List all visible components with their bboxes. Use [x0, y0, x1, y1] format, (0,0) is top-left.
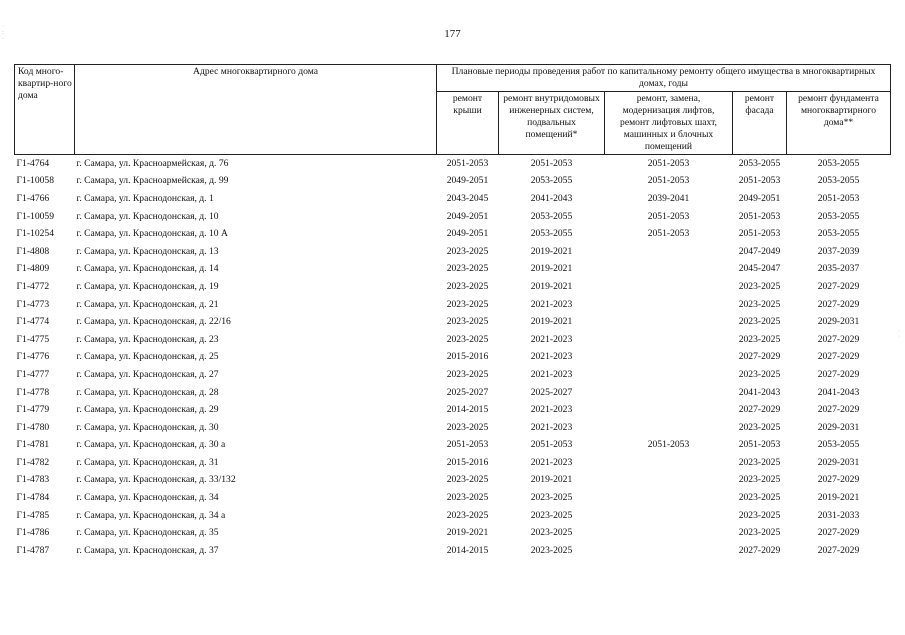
cell-engineering: 2051-2053: [530, 157, 573, 169]
header-address: Адрес многоквартирного дома: [75, 65, 437, 155]
cell-code: Г1-4766: [16, 192, 50, 204]
cell-elevators: [605, 261, 733, 279]
cell-foundation: 2053-2055: [817, 210, 860, 222]
table-row: [15, 524, 891, 542]
cell-roof: 2023-2025: [446, 280, 489, 292]
cell-roof: 2023-2025: [446, 245, 489, 257]
cell-engineering: 2019-2021: [530, 316, 573, 328]
cell-elevators: [605, 243, 733, 261]
cell-code: Г1-4787: [16, 544, 50, 556]
cell-facade: 2023-2025: [738, 492, 781, 504]
cell-engineering: 2019-2021: [530, 263, 573, 275]
page-number: 177: [444, 28, 461, 40]
cell-engineering: 2021-2023: [530, 421, 573, 433]
header-elevators: ремонт, замена, модернизация лифтов, ремонт лифтовых шахт, машинных и блочных помещений: [605, 92, 733, 155]
cell-roof: 2051-2053: [446, 439, 489, 451]
cell-foundation: 2053-2055: [817, 157, 860, 169]
cell-elevators: [605, 489, 733, 507]
table-row: [15, 225, 891, 243]
cell-address: г. Самара, ул. Красноармейская, д. 76: [76, 157, 229, 169]
cell-foundation: 2051-2053: [817, 192, 860, 204]
header-row-group: [15, 65, 891, 92]
cell-roof: 2049-2051: [446, 175, 489, 187]
cell-engineering: 2053-2055: [530, 228, 573, 240]
table-row: [15, 472, 891, 490]
cell-foundation: 2027-2029: [817, 368, 860, 380]
cell-facade: 2027-2029: [738, 404, 781, 416]
cell-engineering: 2021-2023: [530, 404, 573, 416]
cell-code: Г1-4778: [16, 386, 50, 398]
cell-facade: 2041-2043: [738, 386, 781, 398]
table-row: [15, 208, 891, 226]
header-periods-group: Плановые периоды проведения работ по капитальному ремонту общего имущества в многоквартирных домах, годы: [437, 65, 891, 92]
cell-engineering: 2019-2021: [530, 474, 573, 486]
table-row: [15, 349, 891, 367]
cell-address: г. Самара, ул. Краснодонская, д. 13: [76, 245, 219, 257]
cell-foundation: 2053-2055: [817, 439, 860, 451]
cell-facade: 2051-2053: [738, 439, 781, 451]
table-row: [15, 366, 891, 384]
cell-roof: 2023-2025: [446, 509, 489, 521]
table-row: [15, 190, 891, 208]
cell-foundation: 2027-2029: [817, 474, 860, 486]
cell-address: г. Самара, ул. Краснодонская, д. 37: [76, 544, 219, 556]
cell-address: г. Самара, ул. Краснодонская, д. 10 А: [76, 228, 228, 240]
cell-roof: 2025-2027: [446, 386, 489, 398]
cell-engineering: 2051-2053: [530, 439, 573, 451]
cell-engineering: 2023-2025: [530, 544, 573, 556]
table-row: [15, 243, 891, 261]
cell-code: Г1-4785: [16, 509, 50, 521]
cell-foundation: 2027-2029: [817, 351, 860, 363]
table-row: [15, 296, 891, 314]
scan-artifact-right: · ·: [898, 329, 900, 340]
cell-foundation: 2041-2043: [817, 386, 860, 398]
header-roof: ремонт крыши: [437, 92, 499, 155]
cell-engineering: 2025-2027: [530, 386, 573, 398]
cell-foundation: 2029-2031: [817, 456, 860, 468]
cell-elevators: [605, 366, 733, 384]
cell-facade: 2023-2025: [738, 316, 781, 328]
cell-foundation: 2053-2055: [817, 175, 860, 187]
table-row: [15, 401, 891, 419]
cell-foundation: 2027-2029: [817, 544, 860, 556]
table-row: [15, 331, 891, 349]
cell-foundation: 2037-2039: [817, 245, 860, 257]
cell-address: г. Самара, ул. Красноармейская, д. 99: [76, 175, 229, 187]
cell-address: г. Самара, ул. Краснодонская, д. 33/132: [76, 474, 236, 486]
cell-facade: 2023-2025: [738, 456, 781, 468]
cell-code: Г1-4780: [16, 421, 50, 433]
cell-elevators: 2039-2041: [647, 192, 690, 204]
cell-elevators: [605, 384, 733, 402]
cell-engineering: 2023-2025: [530, 509, 573, 521]
cell-elevators: 2051-2053: [647, 228, 690, 240]
cell-foundation: 2027-2029: [817, 333, 860, 345]
cell-foundation: 2027-2029: [817, 404, 860, 416]
cell-engineering: 2053-2055: [530, 175, 573, 187]
cell-engineering: 2021-2023: [530, 456, 573, 468]
cell-address: г. Самара, ул. Краснодонская, д. 14: [76, 263, 219, 275]
repair-schedule-table: [14, 64, 891, 560]
cell-address: г. Самара, ул. Краснодонская, д. 29: [76, 404, 219, 416]
cell-roof: 2014-2015: [446, 544, 489, 556]
cell-elevators: [605, 349, 733, 367]
cell-elevators: [605, 278, 733, 296]
table-row: [15, 489, 891, 507]
table-row: [15, 278, 891, 296]
cell-facade: 2051-2053: [738, 175, 781, 187]
cell-engineering: 2021-2023: [530, 368, 573, 380]
cell-roof: 2043-2045: [446, 192, 489, 204]
cell-code: Г1-4809: [16, 263, 50, 275]
cell-address: г. Самара, ул. Краснодонская, д. 21: [76, 298, 219, 310]
cell-roof: 2023-2025: [446, 368, 489, 380]
cell-facade: 2049-2051: [738, 192, 781, 204]
cell-foundation: 2019-2021: [817, 492, 860, 504]
cell-engineering: 2021-2023: [530, 298, 573, 310]
cell-code: Г1-4782: [16, 456, 50, 468]
cell-address: г. Самара, ул. Краснодонская, д. 27: [76, 368, 219, 380]
cell-address: г. Самара, ул. Краснодонская, д. 31: [76, 456, 219, 468]
cell-elevators: 2051-2053: [647, 157, 690, 169]
cell-facade: 2023-2025: [738, 527, 781, 539]
cell-foundation: 2029-2031: [817, 316, 860, 328]
header-foundation: ремонт фундамента многоквартирного дома**: [787, 92, 891, 155]
cell-facade: 2023-2025: [738, 509, 781, 521]
cell-engineering: 2021-2023: [530, 351, 573, 363]
cell-elevators: [605, 524, 733, 542]
cell-code: Г1-4779: [16, 404, 50, 416]
table-row: [15, 437, 891, 455]
table-row: [15, 313, 891, 331]
cell-elevators: [605, 401, 733, 419]
cell-code: Г1-4776: [16, 351, 50, 363]
table-row: [15, 173, 891, 191]
cell-roof: 2015-2016: [446, 351, 489, 363]
cell-code: Г1-4784: [16, 492, 50, 504]
cell-address: г. Самара, ул. Краснодонская, д. 30: [76, 421, 219, 433]
cell-foundation: 2027-2029: [817, 298, 860, 310]
cell-foundation: 2029-2031: [817, 421, 860, 433]
cell-elevators: 2051-2053: [647, 210, 690, 222]
cell-elevators: 2051-2053: [647, 175, 690, 187]
table-row: [15, 454, 891, 472]
cell-foundation: 2027-2029: [817, 280, 860, 292]
cell-facade: 2027-2029: [738, 351, 781, 363]
cell-code: Г1-4781: [16, 439, 50, 451]
table-row: [15, 542, 891, 560]
cell-engineering: 2019-2021: [530, 245, 573, 257]
cell-code: Г1-4773: [16, 298, 50, 310]
cell-address: г. Самара, ул. Краснодонская, д. 34 а: [76, 509, 226, 521]
cell-facade: 2023-2025: [738, 368, 781, 380]
cell-elevators: [605, 542, 733, 560]
table-row: [15, 261, 891, 279]
cell-address: г. Самара, ул. Краснодонская, д. 25: [76, 351, 219, 363]
cell-facade: 2045-2047: [738, 263, 781, 275]
cell-engineering: 2023-2025: [530, 527, 573, 539]
cell-elevators: [605, 507, 733, 525]
cell-roof: 2023-2025: [446, 298, 489, 310]
cell-roof: 2015-2016: [446, 456, 489, 468]
cell-facade: 2023-2025: [738, 474, 781, 486]
cell-roof: 2051-2053: [446, 157, 489, 169]
header-code: Код много-квартир-ного дома: [15, 65, 75, 155]
cell-facade: 2023-2025: [738, 298, 781, 310]
cell-facade: 2023-2025: [738, 280, 781, 292]
cell-code: Г1-4783: [16, 474, 50, 486]
cell-code: Г1-10059: [16, 210, 55, 222]
cell-facade: 2051-2053: [738, 228, 781, 240]
cell-facade: 2023-2025: [738, 421, 781, 433]
cell-code: Г1-4786: [16, 527, 50, 539]
cell-roof: 2023-2025: [446, 263, 489, 275]
cell-facade: 2051-2053: [738, 210, 781, 222]
cell-foundation: 2053-2055: [817, 228, 860, 240]
header-facade: ремонт фасада: [733, 92, 787, 155]
cell-roof: 2023-2025: [446, 421, 489, 433]
cell-address: г. Самара, ул. Краснодонская, д. 34: [76, 492, 219, 504]
cell-elevators: 2051-2053: [647, 439, 690, 451]
cell-roof: 2023-2025: [446, 474, 489, 486]
cell-engineering: 2053-2055: [530, 210, 573, 222]
cell-address: г. Самара, ул. Краснодонская, д. 22/16: [76, 316, 231, 328]
cell-foundation: 2031-2033: [817, 509, 860, 521]
cell-roof: 2019-2021: [446, 527, 489, 539]
cell-address: г. Самара, ул. Краснодонская, д. 28: [76, 386, 219, 398]
cell-foundation: 2027-2029: [817, 527, 860, 539]
cell-elevators: [605, 472, 733, 490]
cell-address: г. Самара, ул. Краснодонская, д. 30 а: [76, 439, 226, 451]
cell-facade: 2027-2029: [738, 544, 781, 556]
cell-roof: 2023-2025: [446, 333, 489, 345]
cell-address: г. Самара, ул. Краснодонская, д. 19: [76, 280, 219, 292]
cell-roof: 2049-2051: [446, 228, 489, 240]
table-row: [15, 507, 891, 525]
table-row: [15, 384, 891, 402]
cell-code: Г1-4775: [16, 333, 50, 345]
cell-engineering: 2019-2021: [530, 280, 573, 292]
cell-engineering: 2041-2043: [530, 192, 573, 204]
cell-code: Г1-4764: [16, 157, 50, 169]
cell-engineering: 2021-2023: [530, 333, 573, 345]
cell-code: Г1-10058: [16, 175, 55, 187]
cell-address: г. Самара, ул. Краснодонская, д. 35: [76, 527, 219, 539]
header-engineering: ремонт внутридомовых инженерных систем, подвальных помещений*: [499, 92, 605, 155]
cell-facade: 2053-2055: [738, 157, 781, 169]
cell-code: Г1-4777: [16, 368, 50, 380]
table-row: [15, 155, 891, 173]
table-body: [15, 155, 891, 560]
cell-facade: 2023-2025: [738, 333, 781, 345]
cell-code: Г1-10254: [16, 228, 55, 240]
cell-code: Г1-4774: [16, 316, 50, 328]
cell-elevators: [605, 313, 733, 331]
cell-foundation: 2035-2037: [817, 263, 860, 275]
cell-address: г. Самара, ул. Краснодонская, д. 10: [76, 210, 219, 222]
cell-engineering: 2023-2025: [530, 492, 573, 504]
cell-code: Г1-4808: [16, 245, 50, 257]
cell-address: г. Самара, ул. Краснодонская, д. 23: [76, 333, 219, 345]
cell-roof: 2049-2051: [446, 210, 489, 222]
cell-elevators: [605, 419, 733, 437]
cell-facade: 2047-2049: [738, 245, 781, 257]
cell-address: г. Самара, ул. Краснодонская, д. 1: [76, 192, 214, 204]
cell-roof: 2023-2025: [446, 492, 489, 504]
cell-roof: 2014-2015: [446, 404, 489, 416]
scan-artifact-left: · : ·: [2, 24, 4, 42]
cell-roof: 2023-2025: [446, 316, 489, 328]
cell-code: Г1-4772: [16, 280, 50, 292]
cell-elevators: [605, 331, 733, 349]
cell-elevators: [605, 454, 733, 472]
table-row: [15, 419, 891, 437]
cell-elevators: [605, 296, 733, 314]
